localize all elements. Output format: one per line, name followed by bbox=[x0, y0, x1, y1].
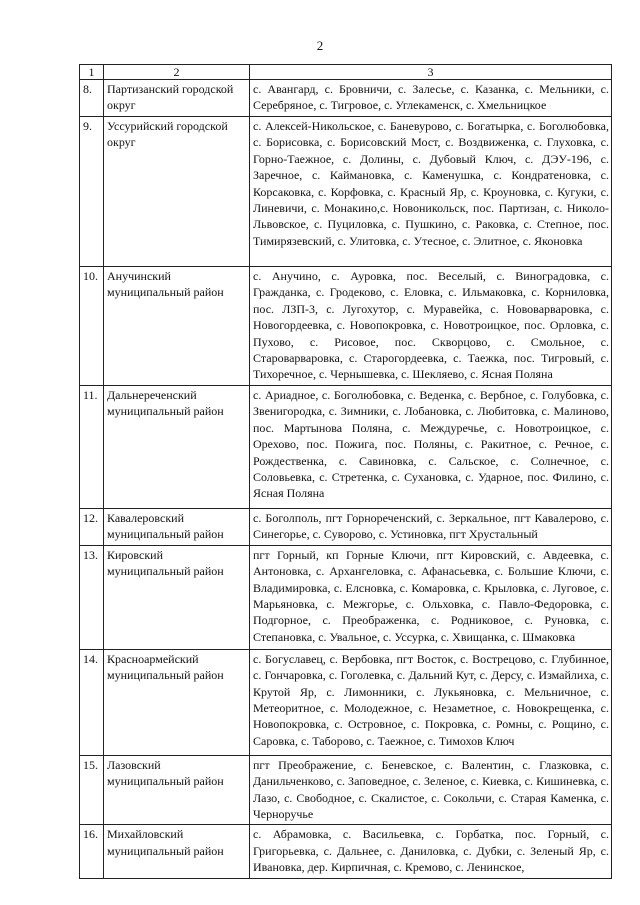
header-col-3: 3 bbox=[250, 65, 612, 80]
header-col-2: 2 bbox=[104, 65, 250, 80]
district-name: Красноармейский муниципальный район bbox=[104, 649, 250, 755]
district-name: Партизанский городской округ bbox=[104, 80, 250, 117]
row-number: 13. bbox=[80, 545, 104, 649]
row-number: 10. bbox=[80, 267, 104, 386]
table-row bbox=[80, 649, 612, 755]
table-row bbox=[80, 545, 612, 649]
table-row bbox=[80, 267, 612, 386]
row-number: 15. bbox=[80, 755, 104, 825]
row-number: 11. bbox=[80, 386, 104, 509]
district-name: Лазовский муниципальный район bbox=[104, 755, 250, 825]
settlement-list: пгт Преображение, с. Беневское, с. Валентин, с. Глазковка, с. Данильченково, с. Заповедное, с. Зеленое, с. Киевка, с. Кишиневка, с. Лазо, с. Свободное, с. Скалистое, с. Сокольчи, с. Старая Каменка, с. Черноручье bbox=[250, 755, 612, 825]
row-number: 12. bbox=[80, 509, 104, 546]
settlements-table bbox=[79, 64, 612, 879]
settlement-list: с. Боголполь, пгт Горнореченский, с. Зеркальное, пгт Кавалерово, с. Синегорье, с. Суворово, с. Устиновка, пгт Хрустальный bbox=[250, 509, 612, 546]
table-row bbox=[80, 386, 612, 509]
row-number: 9. bbox=[80, 117, 104, 267]
row-number: 16. bbox=[80, 825, 104, 878]
header-col-1: 1 bbox=[80, 65, 104, 80]
settlement-list: пгт Горный, кп Горные Ключи, пгт Кировский, с. Авдеевка, с. Антоновка, с. Архангеловка, с. Афанасьевка, с. Большие Ключи, с. Владимировка, с. Елсновка, с. Комаровка, с. Крыловка, с. Луговое, с. Марьяновка, с. Межгорье, с. Ольховка, с. Павло-Федоровка, с. Подгорное, с. Преображенка, с. Родниковое, с. Руновка, с. Степановка, с. Увальное, с. Уссурка, с. Хвищанка, с. Шмаковка bbox=[250, 545, 612, 649]
table-row bbox=[80, 80, 612, 117]
settlement-list: с. Алексей-Никольское, с. Баневурово, с. Богатырка, с. Боголюбовка, с. Борисовка, с. Борисовский Мост, с. Воздвиженка, с. Глуховка, с. Горно-Таежное, с. Долины, с. Дубовый Ключ, с. ДЭУ-196, с. Заречное, с. Каймановка, с. Каменушка, с. Кондратеновка, с. Корсаковка, с. Корфовка, с. Красный Яр, с. Кроуновка, с. Кугуки, с. Линевичи, с. Монакино,с. Новоникольск, пос. Партизан, с. Николо-Львовское, с. Пуциловка, с. Пушкино, с. Раковка, с. Степное, пос. Тимирязевский, с. Улитовка, с. Утесное, с. Элитное, с. Яконовка bbox=[250, 117, 612, 267]
table-row bbox=[80, 825, 612, 878]
settlement-list: с. Богуславец, с. Вербовка, пгт Восток, с. Вострецово, с. Глубинное, с. Гончаровка, с. Гоголевка, с. Дальний Кут, с. Дерсу, с. Измайлиха, с. Крутой Яр, с. Лимонники, с. Лукьяновка, с. Мельничное, с. Метеоритное, с. Молодежное, с. Незаметное, с. Новокрещенка, с. Новопокровка, с. Островное, с. Покровка, с. Ромны, с. Рощино, с. Саровка, с. Таборово, с. Таежное, с. Тимохов Ключ bbox=[250, 649, 612, 755]
row-number: 14. bbox=[80, 649, 104, 755]
district-name: Дальнереченский муниципальный район bbox=[104, 386, 250, 509]
district-name: Анучинский муниципальный район bbox=[104, 267, 250, 386]
row-number: 8. bbox=[80, 80, 104, 117]
table-header-row bbox=[80, 65, 612, 80]
page-number: 2 bbox=[316, 38, 324, 53]
table-row bbox=[80, 509, 612, 546]
settlement-list: с. Анучино, с. Ауровка, пос. Веселый, с. Виноградовка, с. Гражданка, с. Гродеково, с. Еловка, с. Ильмаковка, с. Корниловка, пос. ЛЗП-3, с. Лугохутор, с. Муравейка, с. Нововарваровка, с. Новогордеевка, с. Новопокровка, с. Новотроицкое, пос. Орловка, с. Пухово, с. Рисовое, пос. Скворцово, с. Смольное, с. Староварваровка, с. Старогордеевка, с. Таежка, пос. Тигровый, с. Тихоречное, с. Чернышевка, с. Шекляево, с. Ясная Поляна bbox=[250, 267, 612, 386]
district-name: Уссурийский городской округ bbox=[104, 117, 250, 267]
district-name: Кавалеровский муниципальный район bbox=[104, 509, 250, 546]
settlement-list: с. Абрамовка, с. Васильевка, с. Горбатка, пос. Горный, с. Григорьевка, с. Дальнее, с. Даниловка, с. Дубки, с. Зеленый Яр, с. Ивановка, дер. Кирпичная, с. Кремово, с. Ленинское, bbox=[250, 825, 612, 878]
table-row bbox=[80, 117, 612, 267]
district-name: Михайловский муниципальный район bbox=[104, 825, 250, 878]
table-row bbox=[80, 755, 612, 825]
settlement-list: с. Ариадное, с. Боголюбовка, с. Веденка, с. Вербное, с. Голубовка, с. Звенигородка, с. Зимники, с. Лобановка, с. Любитовка, с. Малиново, пос. Мартынова Поляна, с. Междуречье, с. Новотроицкое, с. Орехово, пос. Пожига, пос. Поляны, с. Ракитное, с. Речное, с. Рождественка, с. Савиновка, с. Сальское, с. Солнечное, с. Соловьевка, с. Стретенка, с. Сухановка, с. Ударное, пос. Филино, с. Ясная Поляна bbox=[250, 386, 612, 509]
settlement-list: с. Авангард, с. Бровничи, с. Залесье, с. Казанка, с. Мельники, с. Серебряное, с. Тигровое, с. Углекаменск, с. Хмельницкое bbox=[250, 80, 612, 117]
district-name: Кировский муниципальный район bbox=[104, 545, 250, 649]
